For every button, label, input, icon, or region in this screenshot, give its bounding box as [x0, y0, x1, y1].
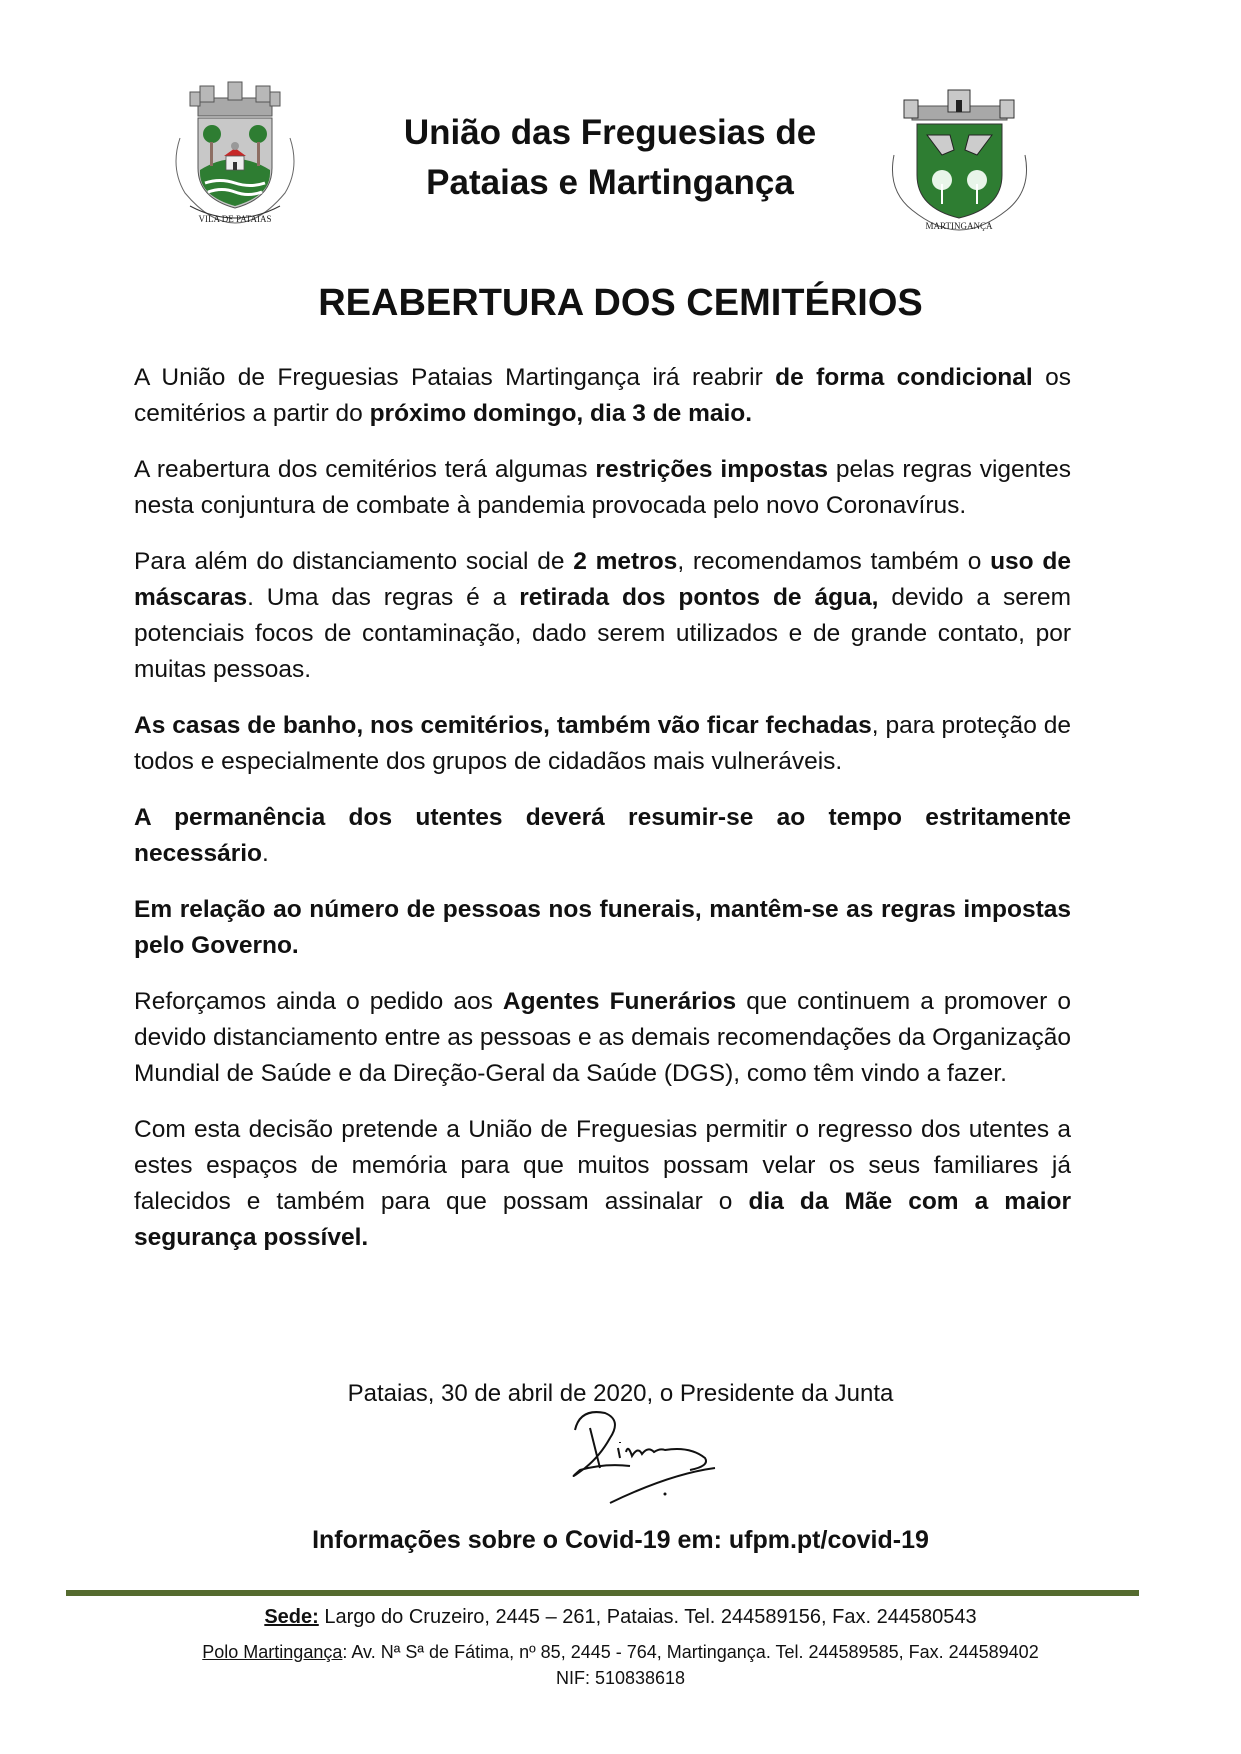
coat-of-arms-pataias-icon: [160, 78, 310, 228]
organization-title-line1: União das Freguesias de: [403, 113, 817, 152]
logo-right-motto: MARTINGANÇA: [925, 221, 993, 231]
footer-polo-text: : Av. Nª Sª de Fátima, nº 85, 2445 - 764, Martingança. Tel. 244589585, Fax. 244589402: [342, 1642, 1039, 1662]
emphasis-text: Em relação ao número de pessoas nos funerais, mantêm-se as regras impostas pelo Governo.: [134, 896, 1071, 959]
footer-polo: [0, 1642, 1241, 1663]
emphasis-text: retirada dos pontos de água,: [519, 584, 879, 611]
coat-of-arms-martinganca-icon: [882, 80, 1037, 235]
emphasis-text: Agentes Funerários: [502, 988, 737, 1015]
body-text-segment: , recomendamos também o: [677, 548, 991, 575]
emphasis-text: A permanência dos utentes deverá resumir-se ao tempo estritamente necessário: [134, 804, 1071, 867]
organization-title: [330, 108, 890, 208]
footer-sede-label: Sede:: [264, 1606, 319, 1628]
footer-nif: NIF: 510838618: [555, 1668, 686, 1688]
body-text-segment: .: [262, 840, 269, 867]
emphasis-text: restrições impostas: [595, 456, 828, 483]
document-body: [134, 360, 1071, 1276]
body-text-segment: devido a serem potenciais focos de contaminação, dado serem utilizados e de grande contato, por muitas pessoas.: [134, 584, 1072, 683]
body-paragraph: [134, 544, 1071, 688]
body-text-segment: A União de Freguesias Pataias Martingança irá reabrir: [134, 364, 776, 391]
body-text-segment: pelas regras vigentes nesta conjuntura de combate à pandemia provocada pelo novo Coronavírus.: [134, 456, 1071, 519]
body-text-segment: Com esta decisão pretende a União de Freguesias permitir o regresso dos utentes a estes espaços de memória para que muitos possam velar os seus familiares já falecidos e também para que possam assinalar o: [134, 1116, 1071, 1215]
covid-info-link: Informações sobre o Covid-19 em: ufpm.pt/covid-19: [312, 1526, 929, 1554]
emphasis-text: uso de máscaras: [134, 548, 1071, 611]
body-text-segment: A reabertura dos cemitérios terá algumas: [134, 456, 596, 483]
body-paragraph: [134, 800, 1071, 872]
body-paragraph: [134, 708, 1071, 780]
body-paragraph: [134, 892, 1071, 964]
body-paragraph: [134, 1112, 1071, 1256]
footer-sede-text: Largo do Cruzeiro, 2445 – 261, Pataias. Tel. 244589156, Fax. 244580543: [318, 1606, 977, 1628]
body-text-segment: Para além do distanciamento social de: [134, 548, 574, 575]
body-text-segment: os cemitérios a partir do: [134, 364, 1071, 427]
body-text-segment: . Uma das regras é a: [247, 584, 520, 611]
footer-divider: [66, 1590, 1139, 1596]
body-paragraph: [134, 984, 1071, 1092]
emphasis-text: As casas de banho, nos cemitérios, também vão ficar fechadas: [134, 712, 872, 739]
body-text-segment: que continuem a promover o devido distanciamento entre as pessoas e as demais recomendações da Organização Mundial de Saúde e da Direção-Geral da Saúde (DGS), como têm vindo a fazer.: [134, 988, 1071, 1087]
closing-line: Pataias, 30 de abril de 2020, o Presidente da Junta: [347, 1380, 894, 1407]
body-paragraph: [134, 360, 1071, 432]
body-paragraph: [134, 452, 1071, 524]
organization-title-line2: Pataias e Martingança: [426, 163, 794, 202]
emphasis-text: próximo domingo, dia 3 de maio.: [369, 400, 753, 427]
document-title: REABERTURA DOS CEMITÉRIOS: [318, 282, 923, 324]
emphasis-text: dia da Mãe com a maior segurança possível.: [134, 1188, 1072, 1251]
body-text-segment: Reforçamos ainda o pedido aos: [134, 988, 503, 1015]
emphasis-text: 2 metros: [573, 548, 678, 575]
logo-left-motto: VILA DE PATAIAS: [198, 214, 272, 224]
footer-polo-label: Polo Martingança: [202, 1642, 343, 1662]
body-text-segment: , para proteção de todos e especialmente dos grupos de cidadãos mais vulneráveis.: [134, 712, 1071, 775]
handwritten-signature-icon: [560, 1408, 760, 1508]
emphasis-text: de forma condicional: [775, 364, 1033, 391]
footer-sede: [0, 1606, 1241, 1629]
